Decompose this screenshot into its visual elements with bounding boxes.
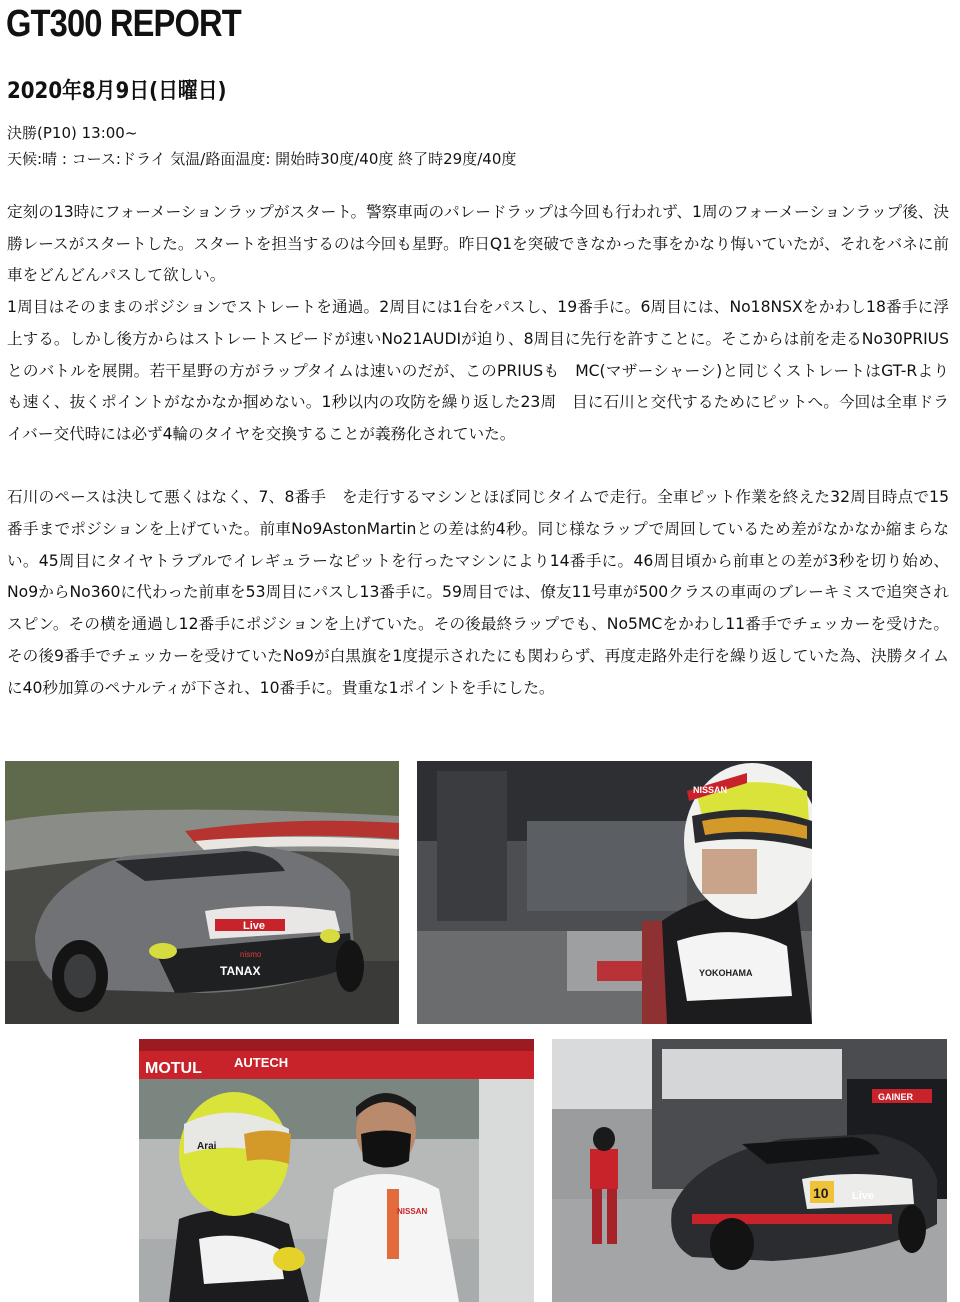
car-brand-text: nismo xyxy=(240,950,262,959)
garage-sign-text: GAINER xyxy=(878,1092,914,1102)
race-report-article xyxy=(7,197,949,704)
helmet-sponsor-text: NISSAN xyxy=(693,785,728,795)
weather-conditions-line: 天候:晴 : コース:ドライ 気温/路面温度: 開始時30度/40度 終了時29度/40度 xyxy=(7,150,517,168)
photo-driver-helmet xyxy=(417,761,812,1024)
session-info xyxy=(7,120,947,172)
suit-sponsor-text: YOKOHAMA xyxy=(699,968,753,978)
car-sponsor-text: TANAX xyxy=(220,964,261,978)
report-paragraph: 1周目はそのままのポジションでストレートを通過。2周目には1台をパスし、19番手に。6周目には、No18NSXをかわし18番手に浮上する。しかし後方からはストレートスピードが速いNo21AUDIが迫り、8周目に先行を許すことに。そこからは前を走るNo30PRIUSとのバトルを展開。若干星野の方がラップタイムは速いのだが、このPRIUSも MC(マザーシャーシ)と同じくストレートはGT-Rよりも速く、抜くポイントがなかなか掴めない。1秒以内の攻防を繰り返した23周 目に石川と交代するためにピットへ。今回は全車ドライバー交代時には必ず4輪のタイヤを交換することが義務化されていた。 xyxy=(7,298,949,443)
page-title: GT300 REPORT xyxy=(6,3,241,45)
report-paragraph: 石川のペースは決して悪くはなく、7、8番手 を走行するマシンとほぼ同じタイムで走行。全車ピット作業を終えた32周目時点で15番手までポジションを上げていた。前車No9AstonMartinとの差は約4秒。同じ様なラップで周回しているため差がなかなか縮まらない。45周目にタイヤトラブルでイレギュラーなピットを行ったマシンにより14番手に。46周目頃から前車との差が3秒を切り始め、No9からNo360に代わった前車を53周目にパスし13番手に。59周目では、僚友11号車が500クラスの車両のブレーキミスで追突されスピン。その横を通過し12番手にポジションを上げていた。その後最終ラップでも、No5MCをかわし11番手でチェッカーを受けた。その後9番手でチェッカーを受けていたNo9が白黒旗を1度提示されたにも関わらず、再度走路外走行を繰り返していた為、決勝タイムに40秒加算のペナルティが下され、10番手に。貴重な1ポイントを手にした。 xyxy=(7,488,949,697)
car-livery-text: Live xyxy=(852,1190,875,1202)
car-number-text: 10 xyxy=(813,1185,829,1201)
photo-race-car-on-track xyxy=(5,761,399,1024)
banner-sponsor-right: AUTECH xyxy=(234,1055,289,1070)
photo-pit-stop xyxy=(552,1039,947,1302)
race-date: 2020年8月9日(日曜日) xyxy=(7,79,227,104)
race-session-line: 決勝(P10) 13:00~ xyxy=(7,124,138,142)
banner-sponsor-left: MOTUL xyxy=(145,1060,202,1077)
helmet-brand-text: Arai xyxy=(197,1141,217,1152)
paragraph-spacer xyxy=(7,451,949,483)
shirt-logo-text: NISSAN xyxy=(397,1207,428,1216)
car-livery-text: Live xyxy=(243,920,266,932)
report-paragraph: 定刻の13時にフォーメーションラップがスタート。警察車両のパレードラップは今回も行われず、1周のフォーメーションラップ後、決勝レースがスタートした。スタートを担当するのは今回も星野。昨日Q1を突破できなかった事をかなり悔いていたが、それをバネに前車をどんどんパスして欲しい。 xyxy=(7,203,949,285)
photo-driver-and-team-member xyxy=(139,1039,534,1302)
